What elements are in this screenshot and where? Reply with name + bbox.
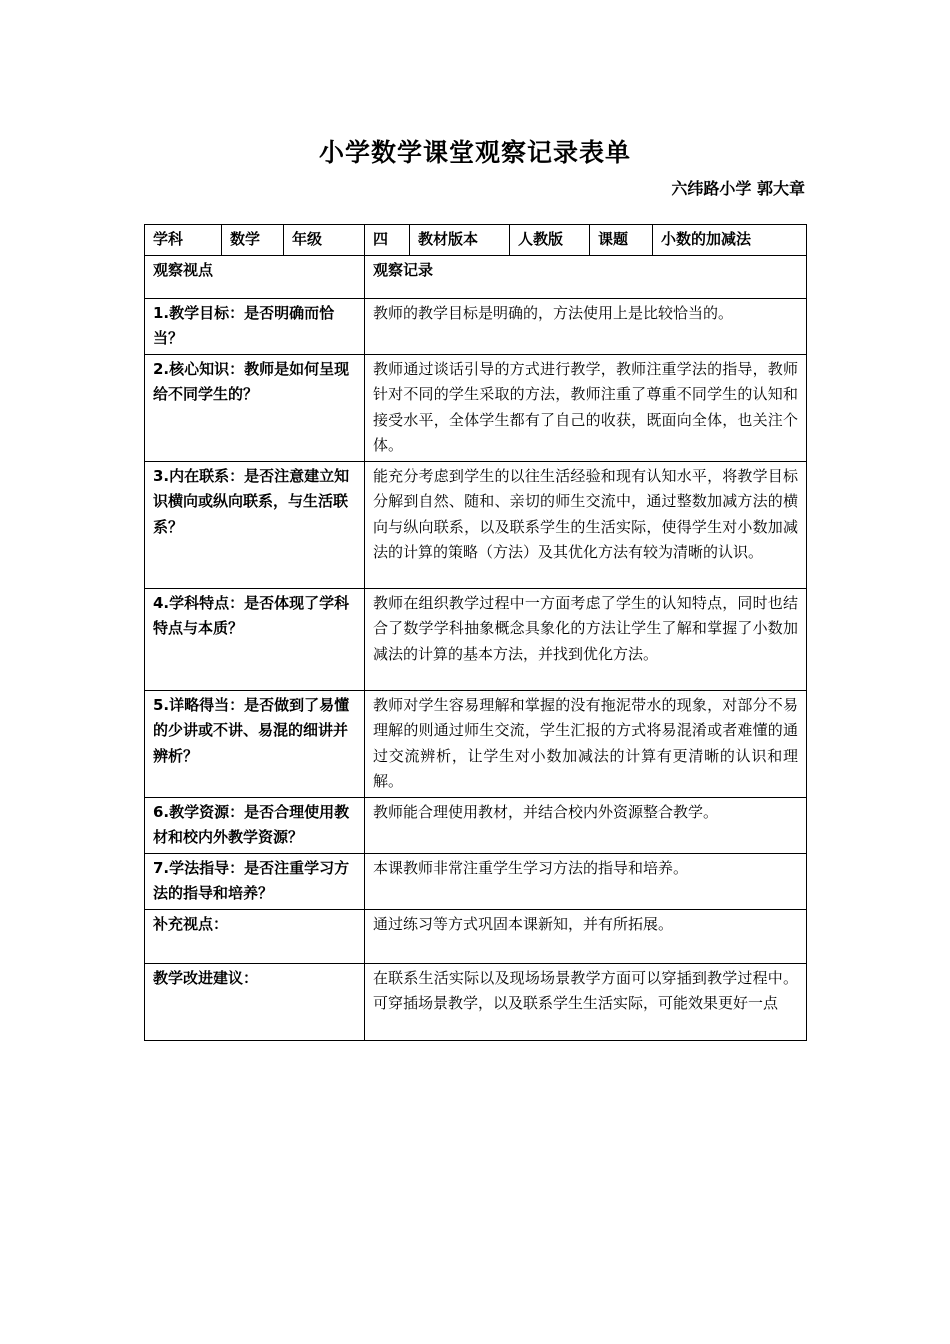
record-cell: 通过练习等方式巩固本课新知，并有所拓展。 [365, 909, 807, 963]
page-title: 小学数学课堂观察记录表单 [318, 138, 631, 167]
record-cell: 教师对学生容易理解和掌握的没有拖泥带水的现象，对部分不易理解的则通过师生交流，学生汇报的方式将易混淆或者难懂的通过交流辨析，让学生对小数加减法的计算有更清晰的认识和理解。 [365, 690, 807, 797]
table-row [145, 588, 807, 690]
table-row [145, 461, 807, 588]
viewpoint-cell: 5.详略得当：是否做到了易懂的少讲或不讲、易混的细讲并辨析？ [145, 690, 365, 797]
record-cell: 能充分考虑到学生的以往生活经验和现有认知水平，将教学目标分解到自然、随和、亲切的师生交流中，通过整数加减方法的横向与纵向联系，以及联系学生的生活实际，使得学生对小数加减法的计算的策略（方法）及其优化方法有较为清晰的认识。 [365, 461, 807, 588]
viewpoint-cell: 3.内在联系：是否注意建立知识横向或纵向联系，与生活联系？ [145, 461, 365, 588]
table-row [145, 853, 807, 909]
table-row [145, 909, 807, 963]
record-cell: 在联系生活实际以及现场场景教学方面可以穿插到教学过程中。可穿插场景教学，以及联系学生生活实际，可能效果更好一点 [365, 963, 807, 1040]
topic-label: 课题 [590, 225, 653, 256]
table-row [145, 797, 807, 853]
record-column-header: 观察记录 [365, 255, 807, 298]
table-row [145, 298, 807, 354]
viewpoint-cell: 1.教学目标：是否明确而恰当？ [145, 298, 365, 354]
table-row [145, 690, 807, 797]
grade-label: 年级 [284, 225, 365, 256]
viewpoint-cell: 补充视点： [145, 909, 365, 963]
record-cell: 本课教师非常注重学生学习方法的指导和培养。 [365, 853, 807, 909]
subject-label: 学科 [145, 225, 222, 256]
table-row [145, 354, 807, 461]
subject-value: 数学 [222, 225, 284, 256]
viewpoint-cell: 2.核心知识：教师是如何呈现给不同学生的？ [145, 354, 365, 461]
viewpoint-cell: 教学改进建议： [145, 963, 365, 1040]
record-cell: 教师在组织教学过程中一方面考虑了学生的认知特点，同时也结合了数学学科抽象概念具象化的方法让学生了解和掌握了小数加减法的计算的基本方法，并找到优化方法。 [365, 588, 807, 690]
record-cell: 教师的教学目标是明确的，方法使用上是比较恰当的。 [365, 298, 807, 354]
column-header-row [145, 255, 807, 298]
topic-value: 小数的加减法 [653, 225, 807, 256]
record-cell: 教师通过谈话引导的方式进行教学，教师注重学法的指导，教师针对不同的学生采取的方法，教师注重了尊重不同学生的认知和接受水平，全体学生都有了自己的收获，既面向全体，也关注个体。 [365, 354, 807, 461]
record-cell: 教师能合理使用教材，并结合校内外资源整合教学。 [365, 797, 807, 853]
author-line: 六纬路小学 郭大章 [671, 179, 805, 198]
grade-value: 四 [365, 225, 410, 256]
header-row [145, 225, 807, 256]
viewpoint-cell: 7.学法指导：是否注重学习方法的指导和培养？ [145, 853, 365, 909]
table-row [145, 963, 807, 1040]
viewpoint-column-header: 观察视点 [145, 255, 365, 298]
viewpoint-cell: 6.教学资源：是否合理使用教材和校内外教学资源？ [145, 797, 365, 853]
edition-value: 人教版 [510, 225, 590, 256]
viewpoint-cell: 4.学科特点：是否体现了学科特点与本质？ [145, 588, 365, 690]
observation-table [144, 224, 807, 1041]
edition-label: 教材版本 [410, 225, 510, 256]
